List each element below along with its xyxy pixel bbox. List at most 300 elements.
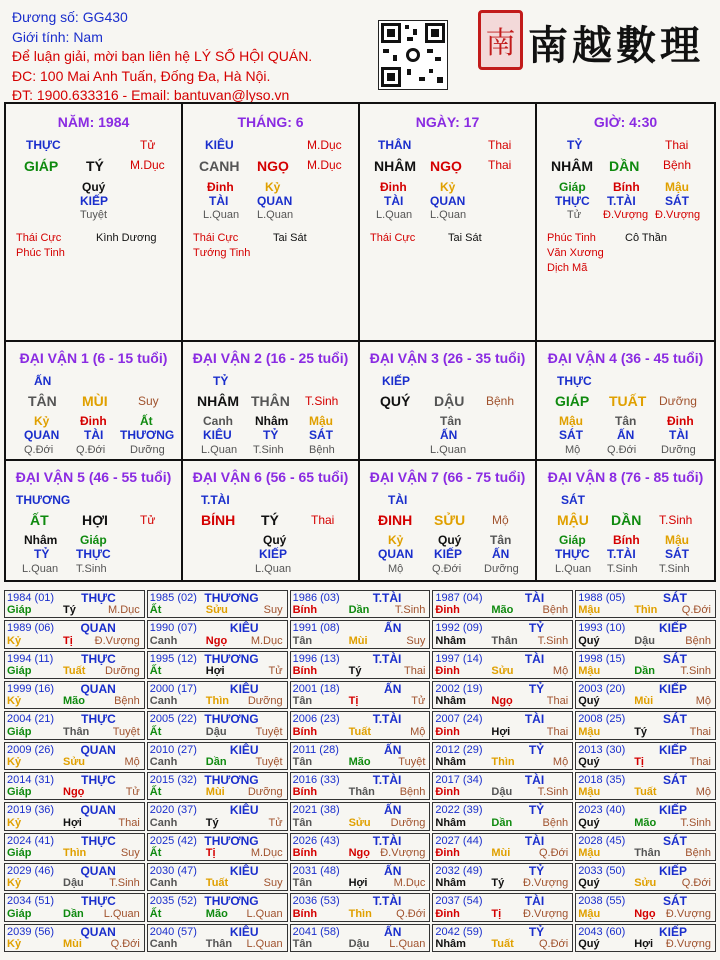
year-can: Canh	[149, 695, 178, 708]
year-cell	[575, 802, 716, 830]
year-star: TỶ	[528, 621, 545, 636]
dai-van-8	[537, 461, 714, 580]
year-chi: Sửu	[634, 877, 657, 890]
hidden-star: KIẾP	[259, 547, 288, 561]
hidden-phase: L.Quan	[257, 209, 294, 221]
year-chi: Tị	[63, 634, 73, 647]
hidden-phase: Bệnh	[309, 444, 335, 456]
year-label: 2015 (32)	[149, 774, 197, 786]
year-label: 2007 (24)	[435, 713, 483, 726]
hidden-star: QUAN	[24, 428, 60, 442]
dai-van-2	[183, 342, 360, 461]
hidden-stem: Đinh	[80, 414, 107, 428]
year-cell	[290, 863, 431, 891]
year-cell	[147, 742, 288, 770]
year-cell	[575, 863, 716, 891]
year-star: THỰC	[81, 773, 116, 787]
year-can: Đinh	[435, 665, 460, 677]
year-label: 1993 (10)	[578, 622, 626, 635]
year-phase: Bệnh	[542, 816, 569, 829]
year-chi: Mùi	[348, 634, 368, 647]
year-cell	[575, 742, 716, 770]
hidden-phase: L.Quan	[22, 563, 59, 575]
dai-van-star: THƯƠNG	[16, 493, 71, 507]
year-chi: Dần	[348, 604, 370, 617]
hidden-stem: Bính	[613, 180, 640, 194]
year-chi: Thìn	[205, 695, 230, 708]
year-cell	[575, 711, 716, 739]
year-chi: Thân	[348, 786, 375, 799]
hidden-star: TÀI	[669, 428, 689, 442]
year-cell	[575, 893, 716, 921]
dai-van-phase: Mộ	[492, 513, 509, 527]
pillar-chi: DẦN	[609, 158, 640, 174]
seal-logo	[478, 10, 523, 70]
year-star: THƯƠNG	[204, 833, 259, 848]
year-can: Tân	[292, 756, 313, 768]
hidden-star: ẤN	[492, 547, 510, 561]
year-chi: Tý	[205, 816, 219, 829]
hidden-star: TÀI	[84, 428, 104, 442]
year-star: TỶ	[528, 924, 545, 939]
year-label: 2042 (59)	[435, 925, 483, 938]
hidden-phase: Đ.Vượng	[655, 209, 701, 221]
dai-van-chi: TUẤT	[609, 393, 647, 409]
hidden-phase: L.Quan	[203, 209, 240, 221]
year-phase: Tử	[268, 816, 283, 829]
year-star: T.TÀI	[372, 833, 402, 848]
year-can: Nhâm	[435, 634, 466, 647]
year-star: KIÊU	[229, 742, 259, 757]
year-chi: Mùi	[205, 786, 225, 799]
year-phase: Bệnh	[685, 847, 711, 859]
year-phase: Thai	[546, 695, 569, 708]
year-chi: Ngọ	[205, 634, 228, 647]
year-chi: Thân	[205, 938, 233, 950]
year-chi: Ngọ	[63, 786, 85, 799]
year-can: Bính	[292, 786, 318, 799]
year-cell	[4, 924, 145, 952]
year-chi: Hợi	[634, 938, 654, 950]
year-can: Tân	[292, 877, 313, 890]
year-cell	[575, 620, 716, 648]
year-can: Mậu	[578, 786, 601, 799]
year-star: THỰC	[81, 894, 116, 909]
year-phase: Dưỡng	[247, 786, 283, 799]
year-can: Ất	[149, 847, 162, 859]
year-phase: L.Quan	[103, 907, 140, 920]
year-can: Nhâm	[435, 756, 466, 768]
contact-line-2: ĐC: 100 Mai Anh Tuấn, Đống Đa, Hà Nội.	[12, 67, 271, 84]
year-can: Tân	[292, 634, 313, 647]
year-cell	[290, 893, 431, 921]
year-can: Giáp	[7, 604, 32, 617]
year-star: THỰC	[81, 712, 116, 727]
year-cell	[575, 590, 716, 618]
dai-van-title: ĐẠI VẬN 5 (46 - 55 tuổi)	[15, 469, 172, 485]
year-can: Giáp	[7, 847, 32, 859]
year-label: 2033 (50)	[578, 865, 626, 877]
year-label: 2037 (54)	[435, 895, 483, 908]
year-can: Canh	[149, 816, 178, 829]
year-star: TỶ	[528, 682, 545, 696]
pillar-chi: NGỌ	[257, 158, 289, 174]
year-can: Quý	[578, 756, 600, 768]
dai-van-title: ĐẠI VẬN 1 (6 - 15 tuổi)	[19, 350, 168, 366]
year-label: 1985 (02)	[149, 592, 197, 604]
year-chi: Dậu	[348, 938, 370, 950]
hidden-star: QUAN	[378, 547, 414, 561]
year-cell	[432, 924, 573, 952]
year-label: 2010 (27)	[149, 743, 197, 756]
hidden-phase: Dưỡng	[130, 444, 165, 456]
hidden-phase: L.Quan	[430, 444, 467, 456]
year-can: Giáp	[7, 725, 32, 738]
year-cell	[290, 802, 431, 830]
hidden-stem: Tân	[490, 533, 512, 547]
hidden-star: TÀI	[384, 194, 404, 208]
hidden-phase: Tuyệt	[80, 209, 108, 221]
year-label: 2019 (36)	[7, 804, 55, 817]
year-label: 2026 (43)	[292, 834, 340, 847]
year-label: 2004 (21)	[7, 713, 55, 726]
year-cell	[432, 742, 573, 770]
hidden-phase: T.Sinh	[76, 563, 107, 575]
year-phase: Thai	[689, 725, 711, 738]
code-value: GG430	[82, 9, 128, 25]
hidden-stem: Ất	[140, 414, 153, 428]
year-label: 1989 (06)	[7, 622, 55, 635]
year-label: 2017 (34)	[435, 774, 483, 786]
year-can: Nhâm	[435, 938, 466, 950]
hidden-stem: Đinh	[667, 414, 694, 428]
year-star: KIÊU	[229, 621, 259, 636]
year-cell	[4, 893, 145, 921]
year-cell	[4, 681, 145, 709]
year-star: QUAN	[80, 803, 116, 818]
hidden-stem: Nhâm	[255, 414, 289, 428]
year-phase: T.Sinh	[394, 604, 426, 617]
dai-van-can: QUÝ	[380, 393, 411, 409]
year-star: KIÊU	[229, 682, 259, 696]
hidden-stem: Nhâm	[24, 533, 58, 547]
year-star: THỰC	[81, 651, 116, 666]
year-label: 2008 (25)	[578, 713, 626, 726]
year-cell	[290, 742, 431, 770]
year-star: QUAN	[80, 682, 116, 696]
code-label: Đương số:	[12, 9, 79, 25]
year-chi: Thân	[634, 847, 661, 859]
year-can: Kỷ	[7, 634, 22, 647]
year-chi: Sửu	[63, 756, 86, 768]
year-phase: Tử	[411, 695, 426, 708]
year-can: Ất	[149, 786, 162, 799]
year-cell	[432, 863, 573, 891]
hidden-phase: L.Quan	[376, 209, 413, 221]
year-star: THƯƠNG	[204, 591, 259, 605]
hidden-star: QUAN	[257, 194, 293, 208]
year-star: THỰC	[81, 591, 116, 605]
year-star: T.TÀI	[372, 651, 402, 666]
year-phase: Dưỡng	[105, 665, 140, 677]
pillar-top-right: Tử	[140, 138, 156, 152]
year-star: QUAN	[80, 621, 116, 636]
year-can: Giáp	[7, 907, 32, 920]
year-star: QUAN	[80, 742, 116, 757]
hidden-star: QUAN	[430, 194, 466, 208]
year-label: 1996 (13)	[292, 652, 340, 665]
year-can: Canh	[149, 756, 178, 768]
hidden-phase: Q.Đới	[24, 444, 54, 456]
seal-character: 南	[485, 26, 516, 61]
hidden-phase: Dưỡng	[661, 444, 696, 456]
year-can: Quý	[578, 877, 600, 890]
year-label: 2001 (18)	[292, 683, 340, 695]
year-star: ẤN	[384, 682, 402, 696]
year-chi: Ngọ	[634, 907, 656, 920]
pillar-relation: M.Dục	[130, 158, 165, 172]
year-phase: Đ.Vượng	[523, 907, 569, 920]
year-star: SÁT	[663, 773, 687, 787]
pillar-relation: M.Dục	[307, 158, 342, 172]
extra-star: Kình Dương	[96, 232, 157, 244]
year-can: Kỷ	[7, 877, 22, 890]
dai-van-phase: Tử	[140, 513, 156, 527]
year-label: 2027 (44)	[435, 834, 483, 847]
year-label: 2000 (17)	[149, 683, 197, 695]
year-chi: Hợi	[348, 877, 368, 890]
hidden-star: THỰC	[555, 547, 590, 561]
year-label: 2023 (40)	[578, 804, 626, 817]
year-cell	[290, 924, 431, 952]
year-chi: Thìn	[634, 604, 658, 617]
year-phase: Q.Đới	[538, 847, 569, 859]
year-chi: Ngọ	[491, 695, 513, 708]
year-phase: Dưỡng	[390, 816, 426, 829]
year-star: KIẾP	[658, 682, 687, 696]
dai-van-4	[537, 342, 714, 461]
year-chi: Hợi	[205, 665, 225, 677]
dai-van-star: ẤN	[34, 374, 52, 388]
year-cell	[575, 833, 716, 861]
dai-van-star: SÁT	[561, 493, 585, 507]
year-cell	[432, 802, 573, 830]
year-cell	[147, 711, 288, 739]
year-chi: Dần	[205, 756, 227, 768]
year-phase: T.Sinh	[109, 877, 140, 890]
year-cell	[4, 863, 145, 891]
year-cell	[432, 833, 573, 861]
year-phase: Bệnh	[685, 634, 711, 647]
year-phase: L.Quan	[246, 938, 283, 950]
year-phase: Suy	[120, 847, 140, 859]
year-star: ẤN	[384, 621, 402, 636]
year-cell	[575, 651, 716, 679]
pillar-title: NĂM: 1984	[57, 114, 130, 130]
hidden-star: TỶ	[34, 547, 50, 561]
year-label: 1986 (03)	[292, 592, 340, 604]
year-chi: Tý	[63, 604, 76, 617]
year-label: 2029 (46)	[7, 865, 55, 877]
year-can: Đinh	[435, 725, 460, 738]
year-chi: Mão	[634, 816, 657, 829]
hidden-phase: Dưỡng	[484, 563, 519, 575]
year-star: TÀI	[524, 773, 545, 787]
four-pillars	[4, 102, 716, 342]
year-phase: Q.Đới	[538, 938, 569, 950]
year-can: Mậu	[578, 665, 601, 677]
pillar-top-right: Thai	[488, 138, 512, 152]
year-can: Bính	[292, 907, 318, 920]
year-phase: Mộ	[695, 695, 711, 708]
year-label: 1987 (04)	[435, 592, 483, 604]
year-label: 1984 (01)	[7, 592, 55, 604]
year-cell	[147, 590, 288, 618]
year-chi: Sửu	[348, 816, 371, 829]
pillar-can: GIÁP	[24, 158, 59, 174]
year-chi: Tuất	[491, 938, 514, 950]
year-phase: Thai	[546, 725, 569, 738]
year-label: 1994 (11)	[7, 652, 54, 665]
year-chi: Tý	[634, 725, 648, 738]
year-chi: Mùi	[491, 847, 511, 859]
year-phase: Đ.Vượng	[523, 877, 569, 890]
hidden-phase: L.Quan	[430, 209, 467, 221]
year-chi: Tuất	[348, 725, 371, 738]
year-chi: Sửu	[205, 604, 228, 617]
year-cell	[575, 772, 716, 800]
year-chi: Dần	[63, 907, 84, 920]
year-cell	[290, 590, 431, 618]
year-label: 1991 (08)	[292, 622, 340, 635]
dai-van-star: T.TÀI	[201, 493, 230, 507]
year-cell	[4, 742, 145, 770]
year-phase: T.Sinh	[680, 665, 711, 677]
year-phase: Bệnh	[399, 786, 426, 799]
dai-van-6	[183, 461, 360, 580]
hidden-stem: Mậu	[665, 180, 689, 194]
pillar-can: CANH	[199, 158, 240, 174]
pillar-month	[183, 104, 360, 340]
year-chi: Thân	[491, 634, 518, 647]
hidden-star: ẤN	[440, 428, 458, 442]
year-chi: Tị	[491, 907, 502, 920]
year-label: 2032 (49)	[435, 865, 483, 877]
year-cell	[147, 620, 288, 648]
year-cell	[432, 590, 573, 618]
gender-value: Nam	[73, 28, 103, 45]
header-info	[12, 8, 312, 106]
year-label: 1997 (14)	[435, 652, 483, 665]
year-cell	[147, 772, 288, 800]
year-can: Kỷ	[7, 756, 22, 768]
dai-van-5	[6, 461, 183, 580]
hidden-phase: T.Sinh	[659, 563, 690, 575]
dai-van-phase: Bệnh	[486, 394, 515, 408]
year-phase: L.Quan	[389, 938, 426, 950]
year-label: 2020 (37)	[149, 804, 197, 817]
year-phase: Suy	[263, 877, 283, 890]
hidden-phase: Mộ	[388, 563, 404, 575]
year-phase: Mộ	[552, 665, 569, 677]
year-can: Tân	[292, 938, 313, 950]
dai-van-7	[360, 461, 537, 580]
dai-van-star: TỶ	[213, 374, 229, 388]
year-can: Mậu	[578, 847, 601, 859]
year-cell	[290, 711, 431, 739]
year-can: Ất	[149, 907, 162, 920]
hidden-stem: Kỷ	[34, 414, 50, 428]
year-label: 2011 (28)	[292, 743, 339, 756]
pillar-day	[360, 104, 537, 340]
year-label: 2039 (56)	[7, 925, 55, 938]
dai-van-title: ĐẠI VẬN 4 (36 - 45 tuổi)	[547, 350, 704, 366]
dai-van-phase: T.Sinh	[305, 394, 339, 408]
dai-van-can: MẬU	[557, 512, 589, 528]
pillar-star: THÂN	[378, 138, 412, 152]
year-chi: Dậu	[63, 877, 84, 890]
year-star: SÁT	[663, 591, 687, 605]
year-chi: Ngọ	[348, 847, 370, 859]
year-phase: Mộ	[695, 786, 711, 799]
year-label: 2016 (33)	[292, 774, 340, 786]
dai-van-chi: DẬU	[434, 393, 465, 409]
year-star: ẤN	[384, 803, 402, 818]
dai-van-star: KIẾP	[382, 374, 411, 388]
year-phase: Mộ	[410, 725, 426, 738]
year-phase: Q.Đới	[110, 938, 140, 950]
year-can: Quý	[578, 634, 600, 647]
year-cell	[432, 681, 573, 709]
year-can: Kỷ	[7, 816, 22, 829]
year-chi: Dậu	[205, 725, 227, 738]
year-phase: Thai	[403, 665, 426, 677]
year-phase: Đ.Vượng	[665, 907, 711, 920]
year-chi: Thìn	[491, 756, 515, 768]
year-cell	[147, 681, 288, 709]
hidden-star: T.TÀI	[607, 194, 636, 208]
year-chi: Tị	[634, 756, 644, 768]
year-chi: Mùi	[634, 695, 654, 708]
year-chi: Sửu	[491, 665, 514, 677]
year-can: Bính	[292, 604, 318, 617]
year-label: 1992 (09)	[435, 622, 483, 635]
year-phase: T.Sinh	[680, 816, 711, 829]
gender-label: Giới tính:	[12, 28, 70, 45]
extra-star: Thái Cực	[370, 232, 416, 244]
year-label: 2041 (58)	[292, 925, 340, 938]
year-phase: Tuyệt	[255, 725, 283, 738]
hidden-phase: Đ.Vượng	[603, 209, 649, 221]
year-chi: Tý	[491, 877, 505, 890]
hidden-star: SÁT	[559, 428, 583, 442]
year-can: Mậu	[578, 725, 601, 738]
dai-van-can: NHÂM	[197, 393, 239, 409]
year-can: Tân	[292, 695, 313, 708]
year-cell	[432, 893, 573, 921]
pillar-chi: TÝ	[86, 158, 104, 174]
year-star: TỶ	[528, 742, 545, 757]
year-label: 2003 (20)	[578, 683, 626, 695]
year-cell	[432, 772, 573, 800]
year-phase: Thai	[118, 816, 140, 829]
dai-van-title: ĐẠI VẬN 2 (16 - 25 tuổi)	[192, 350, 349, 366]
pillar-top-right: Thai	[665, 138, 689, 152]
year-can: Canh	[149, 634, 178, 647]
year-phase: M.Dục	[108, 604, 140, 617]
dai-van-phase: Thai	[311, 513, 335, 527]
dai-van-chi: THÂN	[251, 393, 290, 409]
